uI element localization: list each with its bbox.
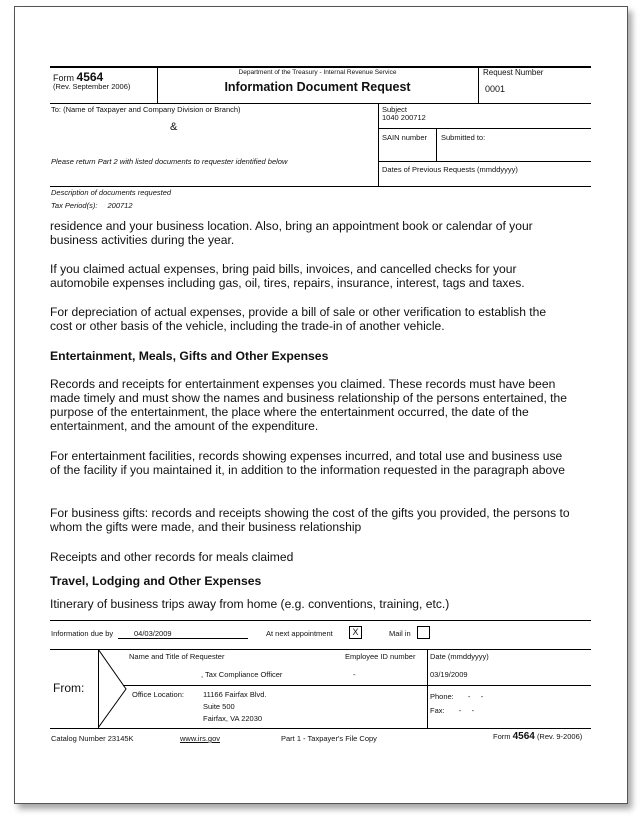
office-line-1: 11166 Fairfax Blvd. xyxy=(203,690,267,699)
request-number: 0001 xyxy=(485,84,506,94)
from-chevron-icon xyxy=(98,649,128,729)
phone-label: Phone: xyxy=(430,692,454,701)
paragraph-entertainment-facilities: For entertainment facilities, records showing expenses incurred, and total use and business use of the facility if you maintained it, in addition to the information requested in the paragraph above xyxy=(50,449,565,477)
paragraph-actual-expenses: If you claimed actual expenses, bring paid bills, invoices, and cancelled checks for your automobile expenses including gas, oil, tires, repairs, insurance, interest, tags and taxes. xyxy=(50,262,525,290)
paragraph-business-gifts: For business gifts: records and receipts showing the cost of the gifts you provided, the persons to whom the gifts were made, and their business relationship xyxy=(50,506,570,534)
office-line-2: Suite 500 xyxy=(203,702,235,711)
tax-period-value: 200712 xyxy=(107,201,133,210)
paragraph-itinerary: Itinerary of business trips away from home (e.g. conventions, training, etc.) xyxy=(50,597,450,611)
return-note: Please return Part 2 with listed documents to requester identified below xyxy=(51,157,288,166)
heading-travel: Travel, Lodging and Other Expenses xyxy=(50,574,262,588)
tax-period-label: Tax Period(s): xyxy=(51,201,98,210)
sain-rule xyxy=(378,161,591,162)
part-label: Part 1 - Taxpayer's File Copy xyxy=(281,734,377,743)
phone-row xyxy=(430,692,483,701)
fax-row xyxy=(430,706,474,715)
taxpayer-ampersand: & xyxy=(170,121,178,133)
description-label: Description of documents requested xyxy=(51,188,172,197)
requester-name-value: , Tax Compliance Officer xyxy=(201,670,283,679)
mail-checkbox[interactable] xyxy=(417,626,430,639)
to-label: To: (Name of Taxpayer and Company Division or Branch) xyxy=(51,105,241,114)
heading-entertainment: Entertainment, Meals, Gifts and Other Expenses xyxy=(50,349,329,363)
appointment-label: At next appointment xyxy=(266,629,333,638)
form-title: Information Document Request xyxy=(224,80,411,94)
department-name: Department of the Treasury - Internal Revenue Service xyxy=(238,69,397,76)
subject-label: Subject xyxy=(382,105,408,114)
office-rule xyxy=(123,685,591,686)
form-label: Form xyxy=(53,73,74,83)
due-date: 04/03/2009 xyxy=(118,629,248,639)
due-top-rule xyxy=(50,620,591,621)
office-line-3: Fairfax, VA 22030 xyxy=(203,714,263,723)
date-divider xyxy=(427,649,428,728)
irs-website-link[interactable]: www.irs.gov xyxy=(180,734,221,743)
date-value: 03/19/2009 xyxy=(430,670,468,679)
tax-period xyxy=(51,201,133,210)
to-divider xyxy=(378,103,379,186)
fax-label: Fax: xyxy=(430,706,445,715)
paragraph-meals: Receipts and other records for meals claimed xyxy=(50,550,294,564)
footer-form-number: 4564 xyxy=(512,731,535,742)
to-bottom-rule xyxy=(50,186,591,187)
phone-value: - - xyxy=(467,692,484,701)
catalog-number: Catalog Number 23145K xyxy=(51,734,134,743)
document-page xyxy=(14,6,628,804)
dates-label: Dates of Previous Requests (mmddyyyy) xyxy=(382,165,518,174)
appointment-checkbox[interactable]: X xyxy=(349,626,362,639)
paragraph-entertainment-records: Records and receipts for entertainment expenses you claimed. These records must have been made timely and must show the names and business relationship of the persons entertained, the purpose of the entertainment, the place where the entertainment occurred, the date of the entertainment, and the amount of the expenditure. xyxy=(50,377,567,433)
submitted-to-label: Submitted to: xyxy=(441,133,486,142)
date-label: Date (mmddyyyy) xyxy=(430,652,489,661)
from-label: From: xyxy=(53,681,85,695)
requester-name-label: Name and Title of Requester xyxy=(129,652,225,661)
fax-value: - - xyxy=(458,706,475,715)
request-number-label: Request Number xyxy=(483,68,544,77)
sain-label: SAIN number xyxy=(382,133,428,142)
due-label: Information due by xyxy=(51,629,114,638)
employee-id-value: - xyxy=(353,670,356,679)
header-bottom-rule xyxy=(50,103,591,104)
mail-label: Mail in xyxy=(389,629,411,638)
office-label: Office Location: xyxy=(132,690,184,699)
subject-rule xyxy=(378,128,591,129)
form-number: 4564 xyxy=(76,70,104,84)
footer-form-revision: (Rev. 9-2006) xyxy=(536,732,583,741)
footer-form-id xyxy=(493,732,582,741)
subject-value: 1040 200712 xyxy=(382,113,426,122)
from-top-rule xyxy=(50,649,591,650)
paragraph-depreciation: For depreciation of actual expenses, provide a bill of sale or other verification to establish the cost or other basis of the vehicle, including the trade-in of another vehicle. xyxy=(50,305,547,333)
from-bottom-rule xyxy=(50,728,591,729)
form-revision: (Rev. September 2006) xyxy=(53,82,131,91)
header-divider-right xyxy=(478,66,479,103)
employee-id-label: Employee ID number xyxy=(345,652,416,661)
footer-form-label: Form xyxy=(493,732,511,741)
paragraph-appointment-book: residence and your business location. Also, bring an appointment book or calendar of your business activities during the year. xyxy=(50,219,533,247)
sain-divider xyxy=(436,128,437,161)
